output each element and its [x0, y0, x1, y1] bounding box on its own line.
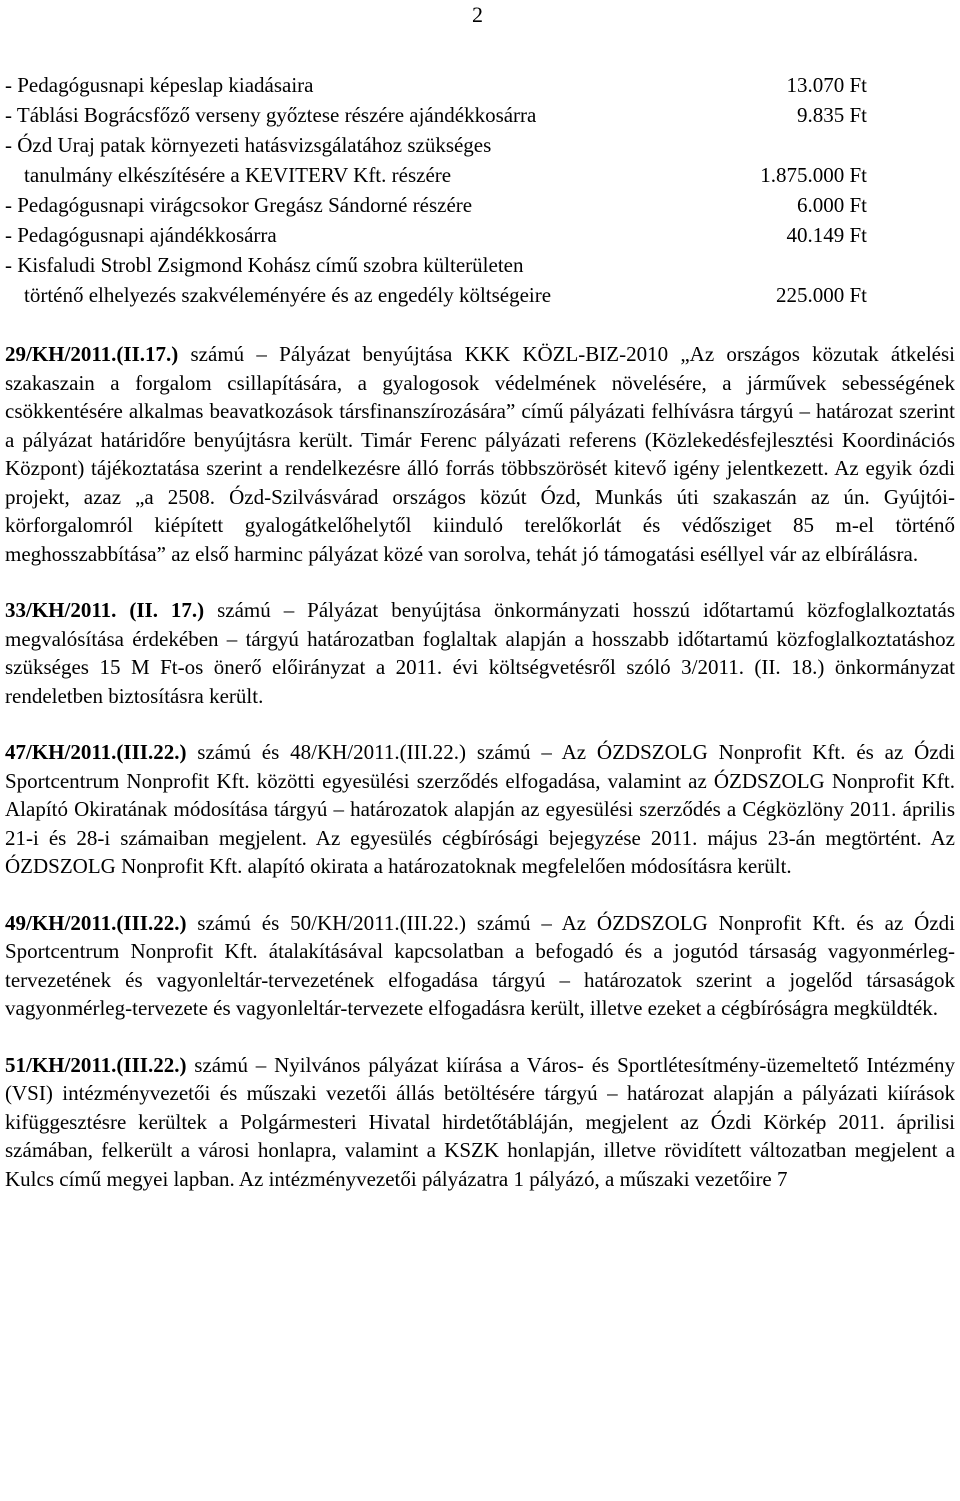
expense-item: [5, 70, 867, 100]
expense-item-label: - Pedagógusnapi virágcsokor Gregász Sándorné részére: [5, 193, 473, 217]
expense-item-amount: 1.875.000 Ft: [760, 163, 867, 187]
resolution-paragraph: [5, 909, 955, 1023]
expense-item-label: - Kisfaludi Strobl Zsigmond Kohász című szobra külterületen: [5, 253, 524, 277]
expense-item: [5, 100, 867, 130]
resolution-text: számú és 48/KH/2011.(III.22.) számú – Az ÓZDSZOLG Nonprofit Kft. és az Ózdi Sportcentrum Nonprofit Kft. közötti egyesülési szerződés elfogadása, valamint az ÓZDSZOLG Nonprofit Kft. Alapító Okiratának módosítása tárgyú – határozatok alapján az egyesülési szerződés a Cégközlöny 2011. április 21-i és 28-i számaiban megjelent. Az egyesülés cégbírósági bejegyzése 2011. május 23-án megtörtént. Az ÓZDSZOLG Nonprofit Kft. alapító okirata a határozatoknak megfelelően módosításra került.: [5, 740, 955, 878]
expense-item: [5, 250, 867, 280]
expense-item-amount: 13.070 Ft: [786, 73, 867, 97]
resolution-paragraph: [5, 596, 955, 710]
expense-item-amount: 9.835 Ft: [796, 103, 867, 127]
expense-item: [5, 220, 867, 250]
resolution-reference: 29/KH/2011.(II.17.): [5, 342, 179, 366]
resolution-reports: [5, 340, 955, 1193]
resolution-text: számú – Pályázat benyújtása KKK KÖZL-BIZ-2010 „Az országos közutak átkelési szakaszain a forgalom csillapítására, a gyalogosok védelmének növelésére, a járművek sebességének csökkentésére alkalmas beavatkozások társfinanszírozására” című pályázati felhívásra tárgyú – határozat szerint a pályázat határidőre benyújtásra került. Timár Ferenc pályázati referens (Közlekedésfejlesztési Koordinációs Központ) tájékoztatása szerint a rendelkezésre álló forrás többszörösét kitevő igény jelentkezett. Az egyik ózdi projekt, azaz „a 2508. Ózd-Szilvásvárad országos közút Ózd, Munkás úti szakaszán az ún. Gyújtói-körforgalomról kiépített gyalogátkelőhelytől kiinduló terelőkorlát és védősziget 85 m-el történő meghosszabbítása” az első harminc pályázat közé van sorolva, tehát jó támogatási eséllyel vár az elbírálásra.: [5, 342, 955, 566]
expense-item: [5, 190, 867, 220]
expense-item-continuation: [5, 280, 867, 310]
resolution-text: számú – Pályázat benyújtása önkormányzati hosszú időtartamú közfoglalkoztatás megvalósítása érdekében – tárgyú határozatban foglaltak alapján a hosszabb időtartamú közfoglalkoztatáshoz szükséges 15 M Ft-os önerő előirányzat a 2011. évi költségvetésről szóló 3/2011. (II. 18.) önkormányzat rendeletben biztosításra került.: [5, 598, 955, 708]
resolution-text: számú és 50/KH/2011.(III.22.) számú – Az ÓZDSZOLG Nonprofit Kft. és az Ózdi Sportcentrum Nonprofit Kft. átalakításával kapcsolatban a befogadó és a jogutód társaság vagyonmérleg-tervezetének és vagyonleltár-tervezetének elfogadása tárgyú – határozatok szerint a jogelőd társaságok vagyonmérleg-tervezete és vagyonleltár-tervezete elfogadásra került, illetve ezeket a cégbíróságra megküldték.: [5, 910, 955, 1020]
resolution-text: számú – Nyilvános pályázat kiírása a Város- és Sportlétesítmény-üzemeltető Intézmény (VSI) intézményvezetői és műszaki vezetői állás betöltésére tárgyú – határozat alapján a pályázati kiírások kifüggesztésre kerültek a Polgármesteri Hivatal hirdetőtábláján, megjelent az Ózdi Körkép 2011. áprilisi számában, felkerült a városi honlapra, valamint a KSZK honlapján, illetve rövidített változatban megjelent a Kulcs című megyei lapban. Az intézményvezetői pályázatra 1 pályázó, a műszaki vezetőire 7: [5, 1052, 955, 1191]
expense-item-amount: 40.149 Ft: [786, 223, 867, 247]
page-number: 2: [472, 2, 483, 27]
resolution-reference: 51/KH/2011.(III.22.): [5, 1052, 187, 1077]
resolution-reference: 33/KH/2011. (II. 17.): [5, 598, 205, 622]
expense-item-continuation: [5, 160, 867, 190]
resolution-reference: 49/KH/2011.(III.22.): [5, 910, 187, 935]
expense-item-label: történő elhelyezés szakvéleményére és az engedély költségeire: [24, 283, 552, 307]
expense-item-amount: 225.000 Ft: [775, 283, 867, 307]
expense-item: [5, 130, 867, 160]
expense-list: [5, 70, 867, 310]
expense-item-label: - Táblási Bográcsfőző verseny győztese részére ajándékkosárra: [5, 103, 537, 127]
resolution-reference: 47/KH/2011.(III.22.): [5, 740, 187, 764]
resolution-paragraph: [5, 738, 955, 881]
resolution-paragraph: [5, 340, 955, 568]
resolution-paragraph: [5, 1051, 955, 1194]
expense-item-amount: 6.000 Ft: [796, 193, 867, 217]
expense-item-label: - Pedagógusnapi képeslap kiadásaira: [5, 73, 314, 97]
expense-item-label: tanulmány elkészítésére a KEVITERV Kft. részére: [24, 163, 452, 187]
expense-item-label: - Ózd Uraj patak környezeti hatásvizsgálatához szükséges: [5, 133, 492, 157]
expense-item-label: - Pedagógusnapi ajándékkosárra: [5, 223, 277, 247]
